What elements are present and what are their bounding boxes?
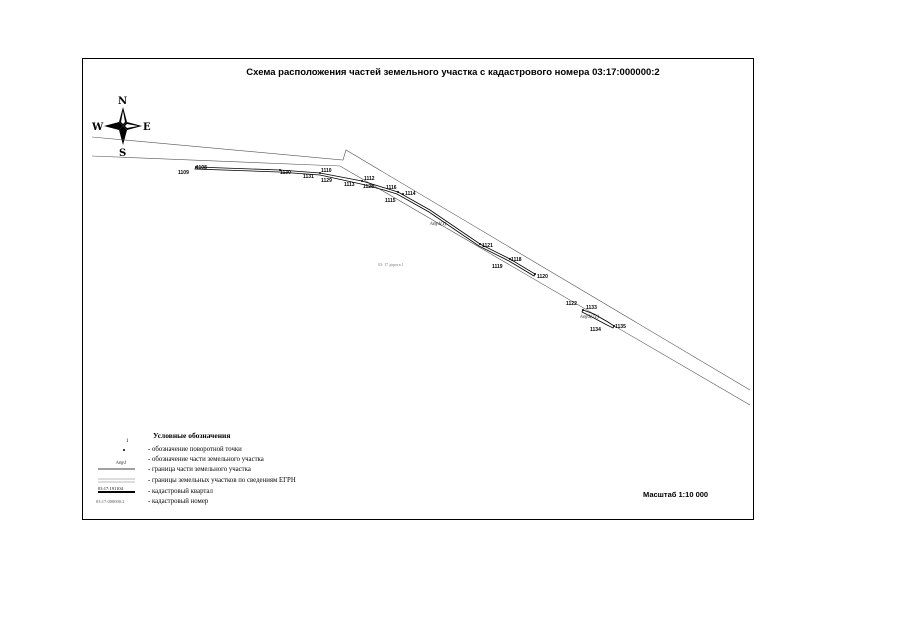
part-label-2: /чзу1(71)	[580, 315, 599, 320]
point-label-1120: 1120	[537, 274, 548, 280]
legend-item-part-boundary: - граница части земельного участка	[148, 466, 251, 473]
legend-title: Условные обозначения	[153, 431, 231, 440]
point-label-1134: 1134	[590, 327, 601, 333]
point-label-1114: 1114	[405, 191, 416, 197]
point-label-1110: 1110	[321, 168, 332, 174]
legend-point-number: 1	[126, 439, 129, 444]
compass-south: S	[119, 148, 127, 159]
point-label-1108: 1108	[196, 165, 207, 171]
cadastral-quarter-label: 03: 17 дорога 1	[378, 262, 404, 267]
legend-cadastral-symbol: 03:17:000000:2	[96, 499, 125, 504]
point-label-1115: 1115	[385, 198, 396, 204]
point-label-1116: 1116	[386, 185, 397, 191]
compass-east: E	[143, 122, 151, 133]
legend-item-turning-point: - обозначение поворотной точки	[148, 446, 242, 453]
point-label-1133: 1133	[586, 305, 597, 311]
point-label-1128: 1128	[363, 184, 374, 190]
parcel-boundary-lower	[92, 156, 750, 405]
map-scale: Масштаб 1:10 000	[643, 490, 709, 499]
legend-item-part-designation: - обозначение части земельного участка	[148, 456, 264, 463]
point-label-1113: 1113	[344, 182, 355, 188]
compass-rose-icon	[91, 96, 151, 159]
point-label-1135: 1135	[615, 324, 626, 330]
legend-symbols	[96, 439, 135, 504]
map-title: Схема расположения частей земельного участка с кадастрового номера 03:17:000000:2	[246, 67, 660, 78]
point-label-1118: 1118	[511, 257, 522, 263]
point-label-1119: 1119	[492, 264, 503, 270]
compass-west: W	[92, 122, 104, 133]
legend-quarter-symbol: 03:17:191104	[98, 486, 123, 491]
legend-part-symbol: /чзу1	[116, 461, 127, 466]
legend-item-cadastral-number: - кадастровый номер	[148, 498, 209, 505]
legend-item-cadastral-quarter: - кадастровый квартал	[148, 488, 213, 495]
legend-point-icon	[123, 449, 125, 451]
point-label-1109: 1109	[178, 170, 189, 176]
legend-item-egrn-boundaries: - границы земельных участков по сведениям ЕГРН	[148, 477, 296, 484]
point-label-1112: 1112	[364, 176, 375, 182]
point-label-1130: 1130	[280, 170, 291, 176]
part-label-1: /чзу1(1)	[430, 222, 447, 227]
parcel-boundary-upper	[92, 137, 750, 390]
point-label-1121: 1121	[482, 243, 493, 249]
point-label-1131: 1131	[303, 174, 314, 180]
point-label-1122: 1122	[566, 301, 577, 307]
compass-north: N	[118, 96, 128, 107]
point-label-1129: 1129	[321, 178, 332, 184]
